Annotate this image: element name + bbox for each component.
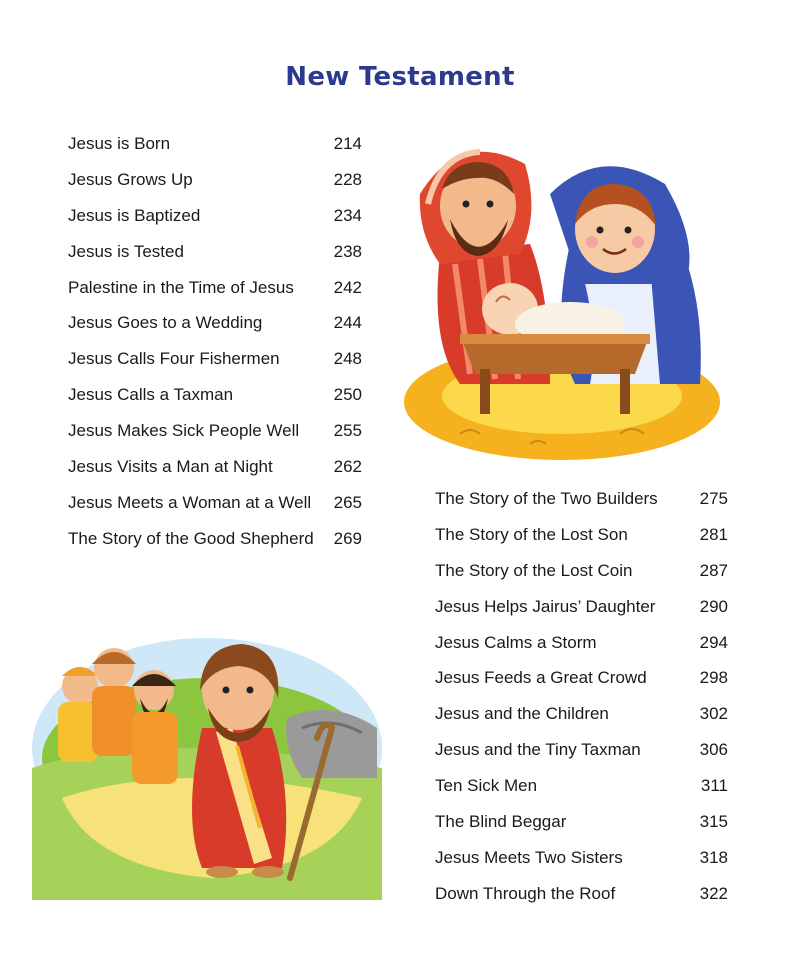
toc-entry-title: Jesus Visits a Man at Night	[68, 457, 273, 477]
toc-entry-page: 214	[333, 134, 362, 153]
toc-entry[interactable]	[68, 341, 362, 377]
toc-entry-title: The Story of the Two Builders	[435, 489, 658, 508]
toc-entry[interactable]	[435, 696, 728, 732]
nativity-illustration	[400, 134, 720, 464]
toc-entry[interactable]	[68, 377, 362, 413]
toc-entry[interactable]	[68, 126, 362, 162]
toc-entry[interactable]	[435, 732, 728, 768]
page-title: New Testament	[285, 62, 515, 92]
toc-entry-title: Jesus Helps Jairus’ Daughter	[435, 596, 656, 616]
toc-entry[interactable]	[68, 305, 362, 341]
toc-entry-page: 250	[333, 385, 362, 405]
toc-entry[interactable]	[435, 553, 728, 589]
toc-entry[interactable]	[68, 198, 362, 234]
toc-entry-page: 290	[699, 596, 728, 616]
toc-entry[interactable]	[435, 876, 728, 912]
toc-entry[interactable]	[435, 589, 728, 625]
toc-entry-title: The Story of the Lost Son	[435, 524, 628, 544]
toc-entry[interactable]	[68, 270, 362, 306]
toc-entry-page: 275	[699, 489, 728, 508]
toc-entry-page: 287	[699, 560, 728, 580]
toc-entry-title: Jesus Calms a Storm	[435, 632, 597, 652]
toc-entry-title: Jesus Goes to a Wedding	[68, 313, 263, 333]
toc-entry[interactable]	[435, 660, 728, 696]
toc-entry[interactable]	[435, 625, 728, 661]
toc-entry[interactable]	[435, 517, 728, 553]
toc-entry-page: 298	[699, 668, 728, 688]
toc-entry[interactable]	[435, 840, 728, 876]
toc-entry-title: Jesus Calls Four Fishermen	[68, 349, 280, 369]
toc-list-right	[435, 481, 728, 912]
toc-entry-title: Jesus is Baptized	[68, 205, 201, 225]
toc-entry-title: The Story of the Lost Coin	[435, 560, 633, 580]
toc-list-left	[68, 126, 362, 557]
toc-entry[interactable]	[68, 485, 362, 521]
toc-entry[interactable]	[68, 521, 362, 557]
toc-entry-title: Jesus and the Tiny Taxman	[435, 740, 641, 760]
toc-entry-page: 238	[333, 241, 362, 261]
toc-entry[interactable]	[435, 768, 728, 804]
toc-entry-page: 248	[333, 349, 362, 369]
toc-entry[interactable]	[68, 449, 362, 485]
jesus-and-disciples-illustration	[32, 628, 382, 900]
toc-entry[interactable]	[68, 162, 362, 198]
toc-entry-title: The Blind Beggar	[435, 812, 567, 832]
toc-entry-title: Jesus Meets a Woman at a Well	[68, 492, 312, 512]
toc-entry-title: Jesus Grows Up	[68, 169, 193, 189]
toc-entry-page: 302	[699, 704, 728, 724]
toc-entry-page: 262	[333, 457, 362, 477]
toc-entry-page: 294	[699, 632, 728, 652]
toc-entry-title: Jesus Feeds a Great Crowd	[435, 668, 647, 688]
toc-entry-page: 311	[700, 776, 728, 796]
toc-entry-page: 265	[333, 492, 362, 512]
toc-entry-page: 306	[699, 740, 728, 760]
toc-entry-page: 322	[699, 883, 728, 903]
toc-entry[interactable]	[68, 234, 362, 270]
toc-entry-title: Ten Sick Men	[435, 776, 538, 796]
toc-entry-page: 228	[333, 169, 362, 189]
toc-entry-page: 281	[699, 524, 728, 544]
toc-entry-title: Jesus and the Children	[435, 704, 609, 724]
toc-entry-page: 242	[333, 277, 362, 297]
toc-entry-page: 255	[333, 421, 362, 441]
toc-entry-title: Palestine in the Time of Jesus	[68, 277, 294, 297]
toc-entry-page: 244	[333, 313, 362, 333]
toc-entry-page: 269	[333, 528, 362, 548]
toc-entry-page: 315	[699, 812, 728, 832]
toc-entry-title: Jesus is Born	[68, 134, 171, 153]
toc-entry-page: 234	[333, 205, 362, 225]
toc-entry-title: Jesus Makes Sick People Well	[68, 421, 300, 441]
toc-entry-title: Jesus Meets Two Sisters	[435, 847, 623, 867]
toc-entry[interactable]	[68, 413, 362, 449]
toc-entry[interactable]	[435, 481, 728, 517]
toc-entry-title: Jesus Calls a Taxman	[68, 385, 234, 405]
toc-entry-page: 318	[699, 847, 728, 867]
toc-entry[interactable]	[435, 804, 728, 840]
toc-entry-title: Jesus is Tested	[68, 241, 184, 261]
toc-entry-title: The Story of the Good Shepherd	[68, 528, 314, 548]
toc-entry-title: Down Through the Roof	[435, 883, 616, 903]
